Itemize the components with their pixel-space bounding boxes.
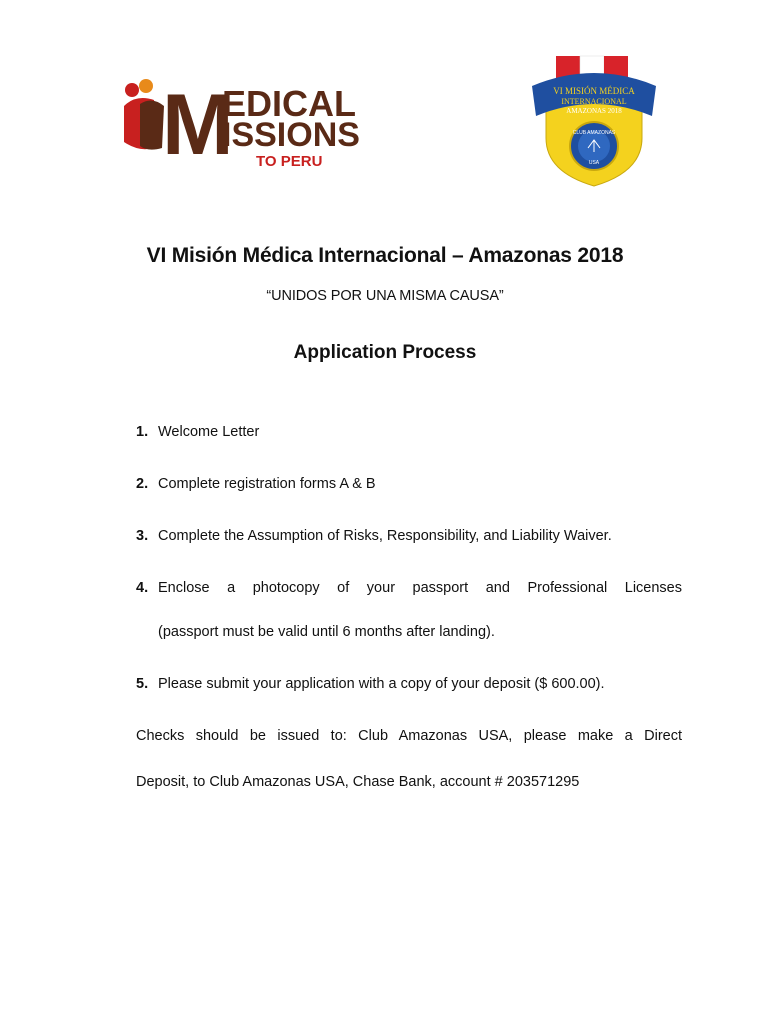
svg-text:M: M: [162, 77, 234, 168]
list-item: [136, 578, 682, 598]
section-heading: Application Process: [293, 342, 477, 363]
svg-text:USA: USA: [588, 160, 600, 166]
medical-missions-logo: [118, 76, 398, 168]
svg-text:ISSIONS: ISSIONS: [222, 116, 360, 154]
svg-text:EDICAL: EDICAL: [222, 83, 356, 124]
svg-text:TO PERU: TO PERU: [256, 153, 323, 168]
document-subtitle: “UNIDOS POR UNA MISMA CAUSA”: [266, 288, 504, 304]
list-item-number: 4.: [136, 580, 149, 596]
list-item-number: 5.: [136, 676, 149, 692]
list-item: [136, 526, 682, 546]
list-item-number: 3.: [136, 528, 149, 544]
payment-note-line: Checks should be issued to: Club Amazonas USA, please make a Direct: [136, 728, 682, 744]
list-item-continuation: (passport must be valid until 6 months after landing).: [158, 624, 495, 640]
list-item: [136, 422, 682, 442]
payment-note-line: Deposit, to Club Amazonas USA, Chase Bank, account # 203571295: [136, 774, 580, 790]
document-title: VI Misión Médica Internacional – Amazonas 2018: [146, 244, 624, 267]
list-item: [136, 674, 682, 694]
list-item-number: 2.: [136, 476, 149, 492]
list-item-text: Complete the Assumption of Risks, Responsibility, and Liability Waiver.: [158, 528, 612, 544]
svg-text:INTERNACIONAL: INTERNACIONAL: [561, 97, 627, 106]
list-item: [136, 474, 682, 494]
list-item-text: Enclose a photocopy of your passport and Professional Licenses: [158, 580, 682, 596]
mission-crest-emblem: [526, 50, 662, 190]
list-item-number: 1.: [136, 424, 149, 440]
list-item-text: Please submit your application with a copy of your deposit ($ 600.00).: [158, 676, 605, 692]
list-item-text: Welcome Letter: [158, 424, 260, 440]
svg-text:VI MISIÓN MÉDICA: VI MISIÓN MÉDICA: [553, 86, 635, 96]
svg-text:CLUB AMAZONAS: CLUB AMAZONAS: [572, 130, 616, 136]
list-item-text: Complete registration forms A & B: [158, 476, 376, 492]
svg-text:AMAZONAS 2018: AMAZONAS 2018: [566, 107, 622, 115]
